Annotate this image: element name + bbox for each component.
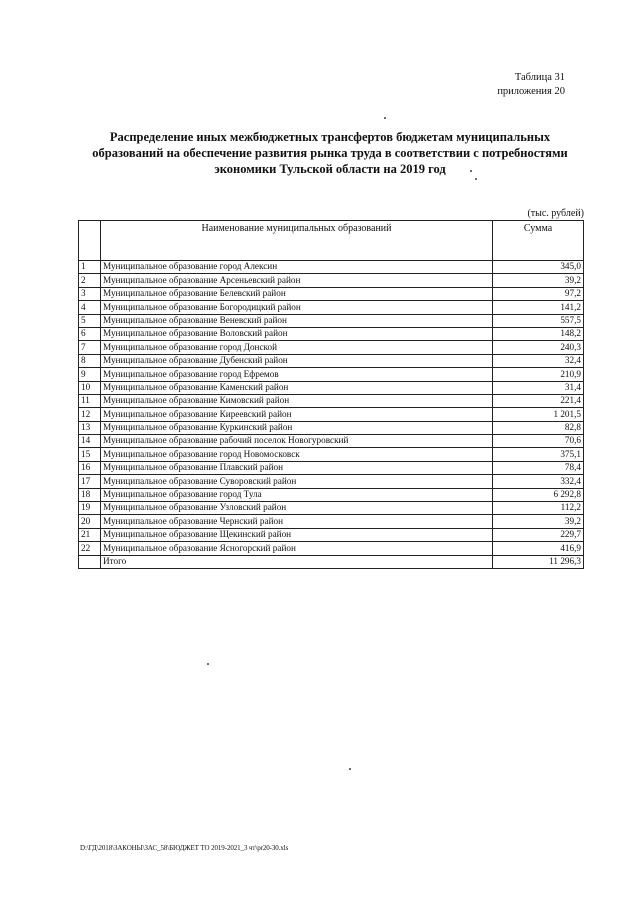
municipality-name: Муниципальное образование город Ефремов xyxy=(101,368,493,381)
row-number: 2 xyxy=(79,274,101,287)
transfer-amount: 416,9 xyxy=(493,542,584,555)
distribution-table xyxy=(78,220,584,569)
document-title xyxy=(70,129,590,177)
table-row xyxy=(79,475,584,488)
row-number: 19 xyxy=(79,502,101,515)
row-number: 7 xyxy=(79,341,101,354)
municipality-name: Муниципальное образование Веневский район xyxy=(101,314,493,327)
transfer-amount: 345,0 xyxy=(493,261,584,274)
row-number: 13 xyxy=(79,421,101,434)
transfer-amount: 32,4 xyxy=(493,354,584,367)
municipality-name: Муниципальное образование город Тула xyxy=(101,488,493,501)
table-row xyxy=(79,421,584,434)
transfer-amount: 39,2 xyxy=(493,274,584,287)
table-row xyxy=(79,528,584,541)
table-row xyxy=(79,394,584,407)
municipality-name: Муниципальное образование Каменский район xyxy=(101,381,493,394)
municipality-name: Муниципальное образование Ясногорский район xyxy=(101,542,493,555)
transfer-amount: 6 292,8 xyxy=(493,488,584,501)
table-reference xyxy=(497,71,565,98)
table-row xyxy=(79,287,584,300)
transfer-amount: 221,4 xyxy=(493,394,584,407)
municipality-name: Муниципальное образование Узловский район xyxy=(101,502,493,515)
table-row xyxy=(79,274,584,287)
row-number: 22 xyxy=(79,542,101,555)
row-number: 3 xyxy=(79,287,101,300)
table-row xyxy=(79,314,584,327)
municipality-name: Муниципальное образование Дубенский район xyxy=(101,354,493,367)
municipality-name: Муниципальное образование Воловский район xyxy=(101,327,493,340)
table-row xyxy=(79,488,584,501)
title-line-3: экономики Тульской области на 2019 год xyxy=(214,162,446,176)
appendix-label: приложения 20 xyxy=(497,85,565,97)
scan-speck xyxy=(207,663,209,665)
row-number: 20 xyxy=(79,515,101,528)
header-number xyxy=(79,221,101,261)
table-row xyxy=(79,354,584,367)
scan-speck xyxy=(475,178,477,180)
scan-speck xyxy=(349,768,351,770)
transfer-amount: 78,4 xyxy=(493,461,584,474)
row-number: 17 xyxy=(79,475,101,488)
table-row xyxy=(79,368,584,381)
scan-speck xyxy=(384,117,386,119)
municipality-name: Муниципальное образование Плавский район xyxy=(101,461,493,474)
header-sum: Сумма xyxy=(493,221,584,261)
title-line-2: образований на обеспечение развития рынка труда в соответствии с потребностями xyxy=(92,146,568,160)
transfer-amount: 97,2 xyxy=(493,287,584,300)
row-number: 14 xyxy=(79,435,101,448)
municipality-name: Муниципальное образование Суворовский район xyxy=(101,475,493,488)
municipality-name: Муниципальное образование рабочий поселок Новогуровский xyxy=(101,435,493,448)
total-number-cell xyxy=(79,555,101,568)
transfer-amount: 82,8 xyxy=(493,421,584,434)
municipality-name: Муниципальное образование Чернский район xyxy=(101,515,493,528)
table-header-row xyxy=(79,221,584,261)
transfer-amount: 141,2 xyxy=(493,301,584,314)
table-row xyxy=(79,515,584,528)
transfer-amount: 148,2 xyxy=(493,327,584,340)
municipality-name: Муниципальное образование Кимовский район xyxy=(101,394,493,407)
transfer-amount: 39,2 xyxy=(493,515,584,528)
table-row xyxy=(79,301,584,314)
title-line-1: Распределение иных межбюджетных трансфертов бюджетам муниципальных xyxy=(109,130,551,144)
row-number: 5 xyxy=(79,314,101,327)
municipality-name: Муниципальное образование Щекинский район xyxy=(101,528,493,541)
table-row xyxy=(79,261,584,274)
row-number: 12 xyxy=(79,408,101,421)
row-number: 21 xyxy=(79,528,101,541)
municipality-name: Муниципальное образование Арсеньевский район xyxy=(101,274,493,287)
table-row xyxy=(79,542,584,555)
transfer-amount: 375,1 xyxy=(493,448,584,461)
transfer-amount: 112,2 xyxy=(493,502,584,515)
row-number: 11 xyxy=(79,394,101,407)
row-number: 15 xyxy=(79,448,101,461)
table-row xyxy=(79,381,584,394)
row-number: 8 xyxy=(79,354,101,367)
total-sum: 11 296,3 xyxy=(493,555,584,568)
row-number: 4 xyxy=(79,301,101,314)
transfer-amount: 240,3 xyxy=(493,341,584,354)
transfer-amount: 229,7 xyxy=(493,528,584,541)
transfer-amount: 332,4 xyxy=(493,475,584,488)
transfer-amount: 557,5 xyxy=(493,314,584,327)
table-body xyxy=(79,261,584,556)
municipality-name: Муниципальное образование город Новомосковск xyxy=(101,448,493,461)
transfer-amount: 210,9 xyxy=(493,368,584,381)
transfer-amount: 1 201,5 xyxy=(493,408,584,421)
table-row xyxy=(79,435,584,448)
municipality-name: Муниципальное образование город Алексин xyxy=(101,261,493,274)
header-name: Наименование муниципальных образований xyxy=(101,221,493,261)
row-number: 6 xyxy=(79,327,101,340)
table-row xyxy=(79,327,584,340)
scan-speck xyxy=(470,170,472,172)
row-number: 16 xyxy=(79,461,101,474)
table-row xyxy=(79,408,584,421)
table-row xyxy=(79,448,584,461)
table-row xyxy=(79,502,584,515)
row-number: 10 xyxy=(79,381,101,394)
transfer-amount: 31,4 xyxy=(493,381,584,394)
unit-note: (тыс. рублей) xyxy=(527,208,584,219)
row-number: 9 xyxy=(79,368,101,381)
municipality-name: Муниципальное образование Киреевский район xyxy=(101,408,493,421)
total-label: Итого xyxy=(101,555,493,568)
file-path-footer: D:\ГД\2018\ЗАКОНЫ\ЗАС_58\БЮДЖЕТ ТО 2019-2021_3 чт\pr20-30.xls xyxy=(80,844,289,852)
municipality-name: Муниципальное образование Белевский район xyxy=(101,287,493,300)
table-row xyxy=(79,341,584,354)
table-row xyxy=(79,461,584,474)
municipality-name: Муниципальное образование Куркинский район xyxy=(101,421,493,434)
municipality-name: Муниципальное образование Богородицкий район xyxy=(101,301,493,314)
table-number-label: Таблица 31 xyxy=(514,72,565,83)
transfer-amount: 70,6 xyxy=(493,435,584,448)
table-total-row xyxy=(79,555,584,568)
row-number: 1 xyxy=(79,261,101,274)
row-number: 18 xyxy=(79,488,101,501)
municipality-name: Муниципальное образование город Донской xyxy=(101,341,493,354)
